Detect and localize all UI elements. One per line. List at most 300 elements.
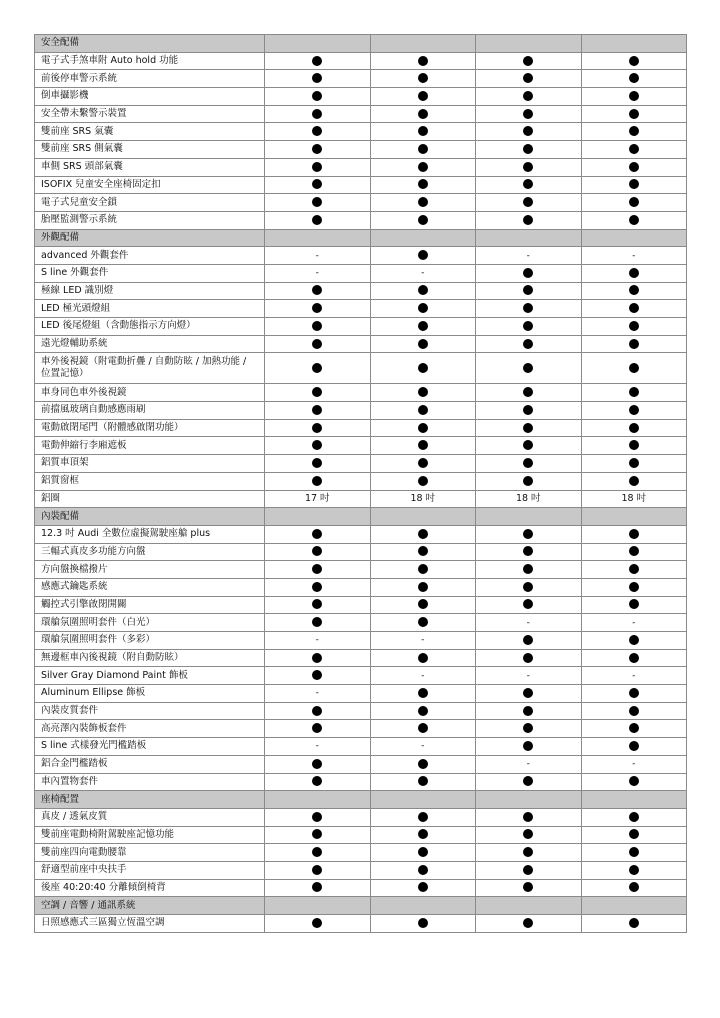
standard-dot-icon <box>523 423 533 433</box>
spec-value-cell <box>476 437 582 455</box>
table-row <box>35 353 687 384</box>
spec-table <box>34 34 687 933</box>
standard-dot-icon <box>418 179 428 189</box>
spec-value-cell <box>370 861 476 879</box>
spec-value-cell <box>476 773 582 791</box>
standard-dot-icon <box>312 776 322 786</box>
spec-value-cell <box>476 702 582 720</box>
not-available-mark: - <box>421 635 425 646</box>
standard-dot-icon <box>523 73 533 83</box>
standard-dot-icon <box>523 303 533 313</box>
standard-dot-icon <box>418 812 428 822</box>
standard-dot-icon <box>629 476 639 486</box>
spec-value-cell <box>581 176 687 194</box>
spec-value-cell <box>581 543 687 561</box>
standard-dot-icon <box>312 829 322 839</box>
table-row <box>35 123 687 141</box>
feature-label: 12.3 吋 Audi 全數位虛擬駕駛座艙 plus <box>35 525 265 543</box>
standard-dot-icon <box>629 405 639 415</box>
standard-dot-icon <box>629 812 639 822</box>
spec-value-cell <box>370 685 476 703</box>
standard-dot-icon <box>312 546 322 556</box>
spec-value-cell <box>476 596 582 614</box>
section-header-cell <box>581 508 687 526</box>
spec-value-cell <box>476 649 582 667</box>
feature-label: 倒車攝影機 <box>35 88 265 106</box>
standard-dot-icon <box>629 776 639 786</box>
spec-value-cell <box>370 141 476 159</box>
standard-dot-icon <box>418 321 428 331</box>
standard-dot-icon <box>629 162 639 172</box>
spec-value-cell <box>476 525 582 543</box>
spec-value-cell <box>370 264 476 282</box>
standard-dot-icon <box>629 546 639 556</box>
spec-value-cell <box>476 472 582 490</box>
spec-value-cell <box>476 282 582 300</box>
spec-value-cell <box>581 264 687 282</box>
spec-value-cell <box>581 561 687 579</box>
spec-value-cell <box>370 176 476 194</box>
spec-value-cell <box>265 70 371 88</box>
standard-dot-icon <box>523 440 533 450</box>
spec-value-cell <box>581 300 687 318</box>
standard-dot-icon <box>312 918 322 928</box>
spec-value-cell <box>370 402 476 420</box>
table-row <box>35 52 687 70</box>
spec-value-cell <box>581 738 687 756</box>
standard-dot-icon <box>312 91 322 101</box>
feature-label: 高亮澤內裝飾板套件 <box>35 720 265 738</box>
spec-value-cell <box>581 123 687 141</box>
standard-dot-icon <box>418 458 428 468</box>
spec-value-cell <box>581 808 687 826</box>
standard-dot-icon <box>523 582 533 592</box>
standard-dot-icon <box>312 458 322 468</box>
table-row <box>35 649 687 667</box>
standard-dot-icon <box>523 91 533 101</box>
spec-value-cell <box>476 419 582 437</box>
spec-value-cell <box>370 632 476 650</box>
spec-value-cell <box>265 300 371 318</box>
section-header-cell <box>476 508 582 526</box>
standard-dot-icon <box>629 363 639 373</box>
standard-dot-icon <box>418 847 428 857</box>
feature-label: 三輻式真皮多功能方向盤 <box>35 543 265 561</box>
spec-value-cell <box>370 614 476 632</box>
not-available-mark: - <box>632 617 636 628</box>
spec-value-cell <box>370 738 476 756</box>
section-header-cell <box>370 791 476 809</box>
standard-dot-icon <box>312 215 322 225</box>
spec-value-cell <box>265 632 371 650</box>
feature-label: 鋁合金門檻踏板 <box>35 755 265 773</box>
spec-value-cell <box>581 335 687 353</box>
spec-value-cell <box>265 879 371 897</box>
standard-dot-icon <box>312 73 322 83</box>
feature-label: 鋁質窗框 <box>35 472 265 490</box>
feature-label: 安全帶未繫警示裝置 <box>35 105 265 123</box>
spec-value-cell <box>265 667 371 685</box>
spec-value-cell <box>370 561 476 579</box>
table-row <box>35 808 687 826</box>
standard-dot-icon <box>523 546 533 556</box>
standard-dot-icon <box>312 339 322 349</box>
spec-value-cell <box>265 437 371 455</box>
spec-value-cell <box>370 649 476 667</box>
standard-dot-icon <box>629 706 639 716</box>
spec-value-cell <box>370 384 476 402</box>
standard-dot-icon <box>523 268 533 278</box>
feature-label: 前擋風玻璃自動感應雨刷 <box>35 402 265 420</box>
standard-dot-icon <box>418 339 428 349</box>
standard-dot-icon <box>312 109 322 119</box>
standard-dot-icon <box>629 144 639 154</box>
spec-value-cell <box>265 335 371 353</box>
spec-value-cell <box>265 578 371 596</box>
standard-dot-icon <box>312 56 322 66</box>
standard-dot-icon <box>629 109 639 119</box>
spec-value-cell <box>370 247 476 265</box>
spec-value-cell <box>265 247 371 265</box>
spec-value-cell <box>476 720 582 738</box>
spec-value-text: 18 吋 <box>410 492 436 504</box>
table-row <box>35 879 687 897</box>
table-row <box>35 194 687 212</box>
standard-dot-icon <box>418 162 428 172</box>
standard-dot-icon <box>418 56 428 66</box>
table-row <box>35 773 687 791</box>
feature-label: 雙前座 SRS 氣囊 <box>35 123 265 141</box>
spec-value-cell <box>581 353 687 384</box>
table-row <box>35 861 687 879</box>
table-row <box>35 561 687 579</box>
standard-dot-icon <box>312 847 322 857</box>
spec-value-cell <box>370 543 476 561</box>
standard-dot-icon <box>418 144 428 154</box>
spec-value-cell <box>265 141 371 159</box>
standard-dot-icon <box>629 215 639 225</box>
table-row <box>35 105 687 123</box>
spec-value-cell <box>476 264 582 282</box>
standard-dot-icon <box>629 458 639 468</box>
spec-value-cell <box>476 755 582 773</box>
spec-value-cell <box>476 141 582 159</box>
spec-value-cell <box>476 578 582 596</box>
standard-dot-icon <box>523 688 533 698</box>
table-row <box>35 614 687 632</box>
spec-value-cell <box>265 419 371 437</box>
table-row <box>35 490 687 508</box>
spec-value-cell <box>265 384 371 402</box>
feature-label: 車側 SRS 頭部氣囊 <box>35 158 265 176</box>
standard-dot-icon <box>312 723 322 733</box>
section-header-cell <box>265 791 371 809</box>
spec-value-cell <box>370 490 476 508</box>
spec-value-cell <box>476 561 582 579</box>
feature-label: 車外後視鏡（附電動折疊 / 自動防眩 / 加熱功能 / 位置記憶） <box>35 353 265 384</box>
spec-value-cell <box>476 176 582 194</box>
standard-dot-icon <box>629 73 639 83</box>
spec-value-cell <box>581 490 687 508</box>
spec-value-cell <box>581 70 687 88</box>
standard-dot-icon <box>418 250 428 260</box>
standard-dot-icon <box>418 476 428 486</box>
standard-dot-icon <box>312 303 322 313</box>
spec-value-cell <box>581 455 687 473</box>
feature-label: 極線 LED 識別燈 <box>35 282 265 300</box>
spec-value-cell <box>370 318 476 336</box>
spec-value-cell <box>370 525 476 543</box>
table-row <box>35 419 687 437</box>
standard-dot-icon <box>418 564 428 574</box>
spec-value-cell <box>370 720 476 738</box>
table-row <box>35 141 687 159</box>
standard-dot-icon <box>523 197 533 207</box>
spec-value-cell <box>265 455 371 473</box>
spec-value-cell <box>476 194 582 212</box>
feature-label: 環艙氛圍照明套件（多彩） <box>35 632 265 650</box>
spec-value-cell <box>476 123 582 141</box>
spec-value-cell <box>265 194 371 212</box>
section-header-row <box>35 791 687 809</box>
spec-value-cell <box>581 614 687 632</box>
standard-dot-icon <box>523 847 533 857</box>
standard-dot-icon <box>523 339 533 349</box>
spec-value-cell <box>370 455 476 473</box>
table-row <box>35 211 687 229</box>
standard-dot-icon <box>312 423 322 433</box>
spec-value-cell <box>581 826 687 844</box>
table-row <box>35 455 687 473</box>
spec-value-cell <box>581 915 687 933</box>
feature-label: 內裝皮質套件 <box>35 702 265 720</box>
spec-value-cell <box>581 437 687 455</box>
spec-value-text: 18 吋 <box>621 492 647 504</box>
feature-label: 雙前座電動椅附駕駛座記憶功能 <box>35 826 265 844</box>
spec-value-cell <box>476 211 582 229</box>
section-header-row <box>35 35 687 53</box>
standard-dot-icon <box>523 529 533 539</box>
standard-dot-icon <box>418 582 428 592</box>
section-header-row <box>35 508 687 526</box>
standard-dot-icon <box>629 387 639 397</box>
standard-dot-icon <box>312 321 322 331</box>
spec-value-cell <box>370 70 476 88</box>
section-header-cell <box>370 35 476 53</box>
spec-value-cell <box>476 614 582 632</box>
table-row <box>35 632 687 650</box>
feature-label: 車內置物套件 <box>35 773 265 791</box>
standard-dot-icon <box>312 179 322 189</box>
standard-dot-icon <box>629 653 639 663</box>
table-row <box>35 384 687 402</box>
spec-value-cell <box>476 879 582 897</box>
table-row <box>35 176 687 194</box>
spec-value-cell <box>476 384 582 402</box>
feature-label: 電動啟閉尾門（附體感啟閉功能） <box>35 419 265 437</box>
spec-value-cell <box>581 861 687 879</box>
spec-value-cell <box>370 105 476 123</box>
section-header-cell <box>581 35 687 53</box>
not-available-mark: - <box>632 250 636 261</box>
standard-dot-icon <box>312 653 322 663</box>
spec-value-cell <box>476 335 582 353</box>
section-title: 空調 / 音響 / 通訊系統 <box>35 897 265 915</box>
section-title: 安全配備 <box>35 35 265 53</box>
table-row <box>35 247 687 265</box>
not-available-mark: - <box>315 268 319 279</box>
feature-label: 真皮 / 透氣皮質 <box>35 808 265 826</box>
spec-value-cell <box>370 755 476 773</box>
table-row <box>35 755 687 773</box>
table-row <box>35 685 687 703</box>
section-header-cell <box>581 791 687 809</box>
spec-value-cell <box>581 384 687 402</box>
spec-value-cell <box>370 194 476 212</box>
standard-dot-icon <box>629 423 639 433</box>
spec-value-cell <box>581 525 687 543</box>
spec-value-cell <box>265 123 371 141</box>
spec-value-cell <box>265 525 371 543</box>
standard-dot-icon <box>523 387 533 397</box>
spec-value-cell <box>265 176 371 194</box>
standard-dot-icon <box>418 688 428 698</box>
standard-dot-icon <box>418 776 428 786</box>
spec-value-cell <box>581 419 687 437</box>
standard-dot-icon <box>523 476 533 486</box>
standard-dot-icon <box>312 197 322 207</box>
feature-label: 雙前座 SRS 側氣囊 <box>35 141 265 159</box>
standard-dot-icon <box>312 405 322 415</box>
standard-dot-icon <box>418 285 428 295</box>
spec-value-cell <box>476 543 582 561</box>
spec-value-cell <box>370 773 476 791</box>
spec-value-cell <box>265 915 371 933</box>
standard-dot-icon <box>523 653 533 663</box>
table-row <box>35 402 687 420</box>
section-header-cell <box>265 229 371 247</box>
table-row <box>35 472 687 490</box>
feature-label: Silver Gray Diamond Paint 飾板 <box>35 667 265 685</box>
spec-value-cell <box>581 158 687 176</box>
standard-dot-icon <box>312 529 322 539</box>
spec-value-cell <box>370 52 476 70</box>
standard-dot-icon <box>523 126 533 136</box>
spec-value-cell <box>265 472 371 490</box>
standard-dot-icon <box>312 144 322 154</box>
standard-dot-icon <box>629 126 639 136</box>
spec-value-cell <box>265 738 371 756</box>
spec-value-cell <box>265 88 371 106</box>
table-row <box>35 300 687 318</box>
not-available-mark: - <box>421 741 425 752</box>
spec-value-cell <box>370 667 476 685</box>
feature-label: LED 後尾燈組（含動態指示方向燈） <box>35 318 265 336</box>
standard-dot-icon <box>629 285 639 295</box>
spec-value-cell <box>581 105 687 123</box>
standard-dot-icon <box>418 529 428 539</box>
standard-dot-icon <box>312 599 322 609</box>
feature-label: S line 式樣發光門檻踏板 <box>35 738 265 756</box>
spec-value-cell <box>265 755 371 773</box>
standard-dot-icon <box>523 109 533 119</box>
not-available-mark: - <box>526 759 530 770</box>
section-header-cell <box>370 508 476 526</box>
standard-dot-icon <box>523 215 533 225</box>
spec-value-cell <box>265 402 371 420</box>
section-header-cell <box>476 897 582 915</box>
spec-value-cell <box>581 141 687 159</box>
spec-value-cell <box>581 844 687 862</box>
standard-dot-icon <box>418 126 428 136</box>
standard-dot-icon <box>523 458 533 468</box>
table-row <box>35 844 687 862</box>
standard-dot-icon <box>312 582 322 592</box>
standard-dot-icon <box>523 882 533 892</box>
standard-dot-icon <box>312 812 322 822</box>
standard-dot-icon <box>629 882 639 892</box>
feature-label: advanced 外觀套件 <box>35 247 265 265</box>
spec-value-cell <box>581 649 687 667</box>
standard-dot-icon <box>418 440 428 450</box>
spec-value-cell <box>265 52 371 70</box>
spec-value-cell <box>476 738 582 756</box>
spec-value-cell <box>370 578 476 596</box>
standard-dot-icon <box>418 723 428 733</box>
standard-dot-icon <box>312 476 322 486</box>
feature-label: 電動伸縮行李廂遮板 <box>35 437 265 455</box>
standard-dot-icon <box>629 321 639 331</box>
spec-value-text: 17 吋 <box>304 492 330 504</box>
spec-value-cell <box>476 685 582 703</box>
standard-dot-icon <box>312 670 322 680</box>
section-header-cell <box>581 897 687 915</box>
spec-value-cell <box>476 808 582 826</box>
standard-dot-icon <box>418 865 428 875</box>
standard-dot-icon <box>523 706 533 716</box>
spec-value-cell <box>581 578 687 596</box>
standard-dot-icon <box>523 162 533 172</box>
feature-label: 方向盤換檔撥片 <box>35 561 265 579</box>
standard-dot-icon <box>629 529 639 539</box>
standard-dot-icon <box>312 440 322 450</box>
spec-value-cell <box>476 52 582 70</box>
standard-dot-icon <box>523 405 533 415</box>
standard-dot-icon <box>418 73 428 83</box>
standard-dot-icon <box>312 706 322 716</box>
standard-dot-icon <box>629 829 639 839</box>
not-available-mark: - <box>315 688 319 699</box>
standard-dot-icon <box>629 339 639 349</box>
spec-value-cell <box>476 300 582 318</box>
standard-dot-icon <box>312 363 322 373</box>
feature-label: 鋁圈 <box>35 490 265 508</box>
not-available-mark: - <box>526 250 530 261</box>
table-row <box>35 318 687 336</box>
feature-label: 後座 40:20:40 分離傾倒椅背 <box>35 879 265 897</box>
spec-value-cell <box>581 702 687 720</box>
table-row <box>35 335 687 353</box>
spec-value-cell <box>581 247 687 265</box>
table-row <box>35 596 687 614</box>
standard-dot-icon <box>418 882 428 892</box>
standard-dot-icon <box>629 723 639 733</box>
table-row <box>35 264 687 282</box>
spec-value-cell <box>581 88 687 106</box>
standard-dot-icon <box>418 546 428 556</box>
feature-label: 前後停車警示系統 <box>35 70 265 88</box>
standard-dot-icon <box>523 599 533 609</box>
